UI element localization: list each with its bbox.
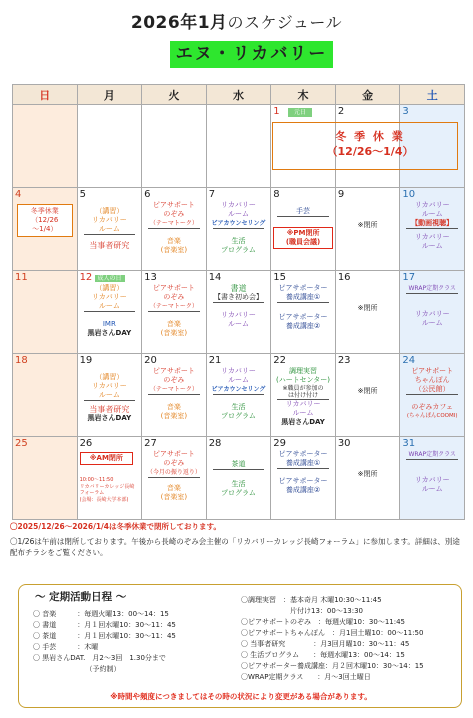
schedule-item: 〇ピアサポートのぞみ ：毎週火曜10：30～11:45 xyxy=(241,618,405,626)
day-cell xyxy=(271,437,336,520)
notice-winter-closure: 〇2025/12/26～2026/1/4は冬季休業で閉所しております。 xyxy=(10,522,221,531)
event-label: リカバリー ルーム xyxy=(285,400,321,417)
divider xyxy=(277,216,329,217)
schedule-item: 〇 生活プログラム ：毎週水曜13：00～14：15 xyxy=(241,651,405,659)
event-label: 生活 プログラム xyxy=(221,480,256,497)
closure-notice: ※AM閉所 xyxy=(80,452,134,465)
day-number: 26 xyxy=(79,438,93,449)
event-label: （講習） xyxy=(95,207,124,215)
title-suffix: のスケジュール xyxy=(227,13,343,32)
winter-break-dates: （12/26～1/4） xyxy=(326,145,414,158)
divider xyxy=(277,468,329,469)
event-label: （テーマトーク） xyxy=(149,220,198,227)
day-number-text: 6 xyxy=(144,189,151,200)
divider xyxy=(148,477,200,478)
schedule-item: 〇 茶道 ：月１回水曜10：30～11：45 xyxy=(33,632,176,640)
closed-label: ※閉所 xyxy=(357,221,378,229)
week-row-4 xyxy=(13,354,465,437)
day-cell xyxy=(77,354,142,437)
day-cell xyxy=(142,188,207,271)
day-cell xyxy=(77,437,142,520)
schedule-note: ※時間や頻度につきましてはその時の状況により変更がある場合があります。 xyxy=(110,692,372,701)
day-number: 5 xyxy=(79,189,86,200)
day-number: 7 xyxy=(208,189,216,200)
event-label: 生活 プログラム xyxy=(221,403,256,420)
closure-notice: ※PM閉所 (職員会議) xyxy=(273,227,333,249)
day-number: 21 xyxy=(208,355,222,366)
day-cell xyxy=(400,437,465,520)
event-label: （今月の振り返り） xyxy=(146,469,201,476)
day-number: 11 xyxy=(15,272,28,283)
schedule-item: 片付け13：00～13:30 xyxy=(241,607,363,615)
schedule-item: 〇 黒岩さんDAT. 月2～3回 1.30分まで xyxy=(33,654,166,662)
week-row-2 xyxy=(13,188,465,271)
schedule-item: 〇調理実習 ：基本奇月 木曜10:30～11:45 xyxy=(241,596,382,604)
day-number: 12 xyxy=(79,272,93,283)
event-label: (ちゃんぽんCOOMI) xyxy=(406,413,458,419)
weekday-mon: 月 xyxy=(77,85,142,105)
event-label: WRAP定期クラス xyxy=(408,285,456,292)
event-label: 茶道 xyxy=(231,460,246,468)
event-label: リカバリー ルーム xyxy=(91,382,127,399)
weekday-sat: 土 xyxy=(400,85,465,105)
schedule-item: 〇 音楽 ：毎週火曜13：00～14：15 xyxy=(33,610,169,618)
divider xyxy=(213,469,265,470)
event-label: リカバリー ルーム xyxy=(414,233,450,250)
schedule-item: （予約制） xyxy=(33,665,121,673)
event-label: （講習） xyxy=(95,284,124,292)
day-number: 2 xyxy=(337,106,345,117)
day-number: 16 xyxy=(337,272,351,283)
divider xyxy=(148,228,200,229)
week-row-5 xyxy=(13,437,465,520)
day-cell xyxy=(142,437,207,520)
day-cell xyxy=(206,437,271,520)
day-number: 18 xyxy=(15,355,28,366)
schedule-item: 〇WRAP定期クラス ：月～3回土曜日 xyxy=(241,673,371,681)
event-label: 音楽 (音楽室) xyxy=(160,484,188,501)
day-number: 20 xyxy=(144,355,157,366)
event-label: ピアサポーター 養成講座① xyxy=(278,284,328,301)
day-cell xyxy=(335,354,400,437)
schedule-item: 〇 書道 ：月１回水曜10：30～11：45 xyxy=(33,621,176,629)
event-label: ピアサポーター 養成講座① xyxy=(278,450,328,467)
event-label: ピアサポーター 養成講座② xyxy=(278,477,328,494)
event-label: のぞみカフェ xyxy=(411,403,454,411)
day-number: 29 xyxy=(273,438,286,449)
day-number: 27 xyxy=(144,438,157,449)
event-label: 【動画視聴】 xyxy=(411,219,454,227)
day-number: 25 xyxy=(15,438,28,449)
week-row-3 xyxy=(13,271,465,354)
winter-break-banner xyxy=(282,130,458,170)
notice-forum: 〇1/26は午前は閉所しております。午後から長崎のぞみ会主催の「リカバリーカレッジ長崎フォーラム」に参加します。詳細は、別途配布チラシをご覧ください。 xyxy=(10,537,460,557)
schedule-item: 〇ピアサポーター養成講座：月２回木曜10：30～14：15 xyxy=(241,662,424,670)
day-cell xyxy=(142,354,207,437)
divider xyxy=(84,400,136,401)
event-label: リカバリー ルーム xyxy=(414,476,450,493)
day-number: 19 xyxy=(79,355,93,366)
event-label: （公民館） xyxy=(414,385,450,393)
day-cell xyxy=(335,188,400,271)
day-cell xyxy=(400,354,465,437)
divider xyxy=(406,459,458,460)
day-number: 28 xyxy=(208,438,222,449)
event-label: ピアカウンセリング xyxy=(211,220,266,227)
event-label: （テーマトーク） xyxy=(149,303,198,310)
weekday-wed: 水 xyxy=(206,85,271,105)
day-number: 15 xyxy=(273,272,286,283)
event-label: ピアサポート のぞみ xyxy=(152,367,195,384)
event-label: 当事者研究 xyxy=(89,405,130,414)
day-cell-empty xyxy=(77,105,142,188)
event-label: リカバリー ルーム xyxy=(221,311,256,328)
day-cell xyxy=(142,271,207,354)
day-cell xyxy=(400,188,465,271)
closed-label: ※閉所 xyxy=(357,304,378,312)
divider xyxy=(84,311,136,312)
day-number: 13 xyxy=(144,272,157,283)
event-label: 音楽 (音楽室) xyxy=(160,237,188,254)
day-number: 10 xyxy=(402,189,416,200)
day-number: 4 xyxy=(15,189,22,200)
day-cell-empty xyxy=(206,105,271,188)
divider xyxy=(406,228,458,229)
day-number: 3 xyxy=(402,106,409,117)
day-number: 9 xyxy=(337,189,345,200)
event-label: リカバリー ルーム xyxy=(414,310,450,327)
organization-name: エヌ・リカバリー xyxy=(170,41,333,68)
event-label: ピアサポート のぞみ xyxy=(152,450,195,467)
page-title xyxy=(0,8,473,33)
event-label: 黒岩さんDAY xyxy=(281,418,325,426)
holiday-badge: 成人の日 xyxy=(95,275,125,282)
event-label: ピアサポート ちゃんぽん xyxy=(411,367,454,384)
event-label: 【書き初め会】 xyxy=(213,293,263,301)
title-month: 2026年1月 xyxy=(130,13,228,33)
schedule-right-column xyxy=(241,595,424,683)
schedule-item: 〇 当事者研究 ：月3回月曜10：30～11：45 xyxy=(241,640,410,648)
schedule-item: 〇 手芸 ：木曜 xyxy=(33,643,99,651)
day-cell-empty xyxy=(13,105,78,188)
event-label: リカバリー ルーム xyxy=(221,201,256,218)
day-cell xyxy=(206,188,271,271)
day-cell xyxy=(271,354,336,437)
day-number: 1 xyxy=(273,106,280,117)
regular-schedule-box xyxy=(18,584,462,708)
divider xyxy=(406,293,458,294)
day-number: 14 xyxy=(208,272,222,283)
event-label: ピアサポート のぞみ xyxy=(152,201,195,218)
event-label: リカバリー ルーム xyxy=(91,293,127,310)
day-cell xyxy=(13,188,78,271)
winter-break-box: 冬季休業 （12/26 ～1/4） xyxy=(17,204,73,237)
event-label: リカバリー ルーム xyxy=(221,367,256,384)
event-label: 調理実習 (ハートセンター) xyxy=(276,367,331,384)
event-label: 黒岩さんDAY xyxy=(87,414,132,422)
day-cell xyxy=(13,354,78,437)
closed-label: ※閉所 xyxy=(357,387,378,395)
event-label: 音楽 (音楽室) xyxy=(160,320,188,337)
schedule-left-column xyxy=(33,609,176,675)
day-cell xyxy=(13,437,78,520)
day-cell xyxy=(206,271,271,354)
day-number: 22 xyxy=(273,355,286,366)
closed-label: ※閉所 xyxy=(357,470,378,478)
divider xyxy=(213,302,265,303)
day-number: 31 xyxy=(402,438,416,449)
weekday-fri: 金 xyxy=(335,85,400,105)
event-label: リカバリー ルーム xyxy=(414,201,450,218)
day-cell xyxy=(400,271,465,354)
weekday-thu: 木 xyxy=(271,85,336,105)
event-label: 生活 プログラム xyxy=(221,237,256,254)
weekday-header-row xyxy=(13,85,465,105)
event-label: ピアサポート のぞみ xyxy=(152,284,195,301)
divider xyxy=(84,234,136,235)
divider xyxy=(213,228,265,229)
day-number: 23 xyxy=(337,355,351,366)
day-cell-empty xyxy=(142,105,207,188)
weekday-tue: 火 xyxy=(142,85,207,105)
day-cell xyxy=(13,271,78,354)
event-label: 黒岩さんDAY xyxy=(87,329,132,337)
event-label: （テーマトーク） xyxy=(149,386,198,393)
divider xyxy=(148,394,200,395)
event-label: WRAP定期クラス xyxy=(408,451,456,458)
event-label: ※職員が参加の は付け付け xyxy=(282,385,324,399)
event-label: ピアカウンセリング xyxy=(211,386,266,393)
weekday-sun: 日 xyxy=(13,85,78,105)
divider xyxy=(148,311,200,312)
event-label: リカバリー ルーム xyxy=(91,216,127,233)
day-number: 24 xyxy=(402,355,416,366)
day-cell xyxy=(271,188,336,271)
day-cell xyxy=(271,271,336,354)
event-label: 手芸 xyxy=(296,207,311,215)
event-label: （講習） xyxy=(95,373,124,381)
divider xyxy=(213,394,265,395)
divider xyxy=(406,394,458,395)
schedule-item: 〇ピアサポートちゃんぽん ：月1回土曜10：00～11:50 xyxy=(241,629,424,637)
day-cell xyxy=(335,437,400,520)
event-label: IMR xyxy=(102,320,116,328)
divider xyxy=(277,302,329,303)
day-number xyxy=(144,189,204,201)
day-cell xyxy=(335,271,400,354)
day-cell xyxy=(206,354,271,437)
event-label: 当事者研究 xyxy=(89,241,130,250)
day-number: 30 xyxy=(337,438,351,449)
event-label: ピアサポーター 養成講座② xyxy=(278,313,328,330)
day-number: 17 xyxy=(402,272,416,283)
event-label: 音楽 (音楽室) xyxy=(160,403,188,420)
event-label: 書道 xyxy=(230,284,247,293)
day-cell xyxy=(77,188,142,271)
day-number: 8 xyxy=(273,189,280,200)
day-cell xyxy=(77,271,142,354)
holiday-badge: 元日 xyxy=(288,108,312,117)
winter-break-title: 冬 季 休 業 xyxy=(335,130,405,143)
event-label: 10:00～11:50 リカバリーカレッジ長崎 フォーラム (会場：長崎大学本部) xyxy=(79,477,135,503)
schedule-title: ～ 定期活動日程 ～ xyxy=(35,591,127,603)
